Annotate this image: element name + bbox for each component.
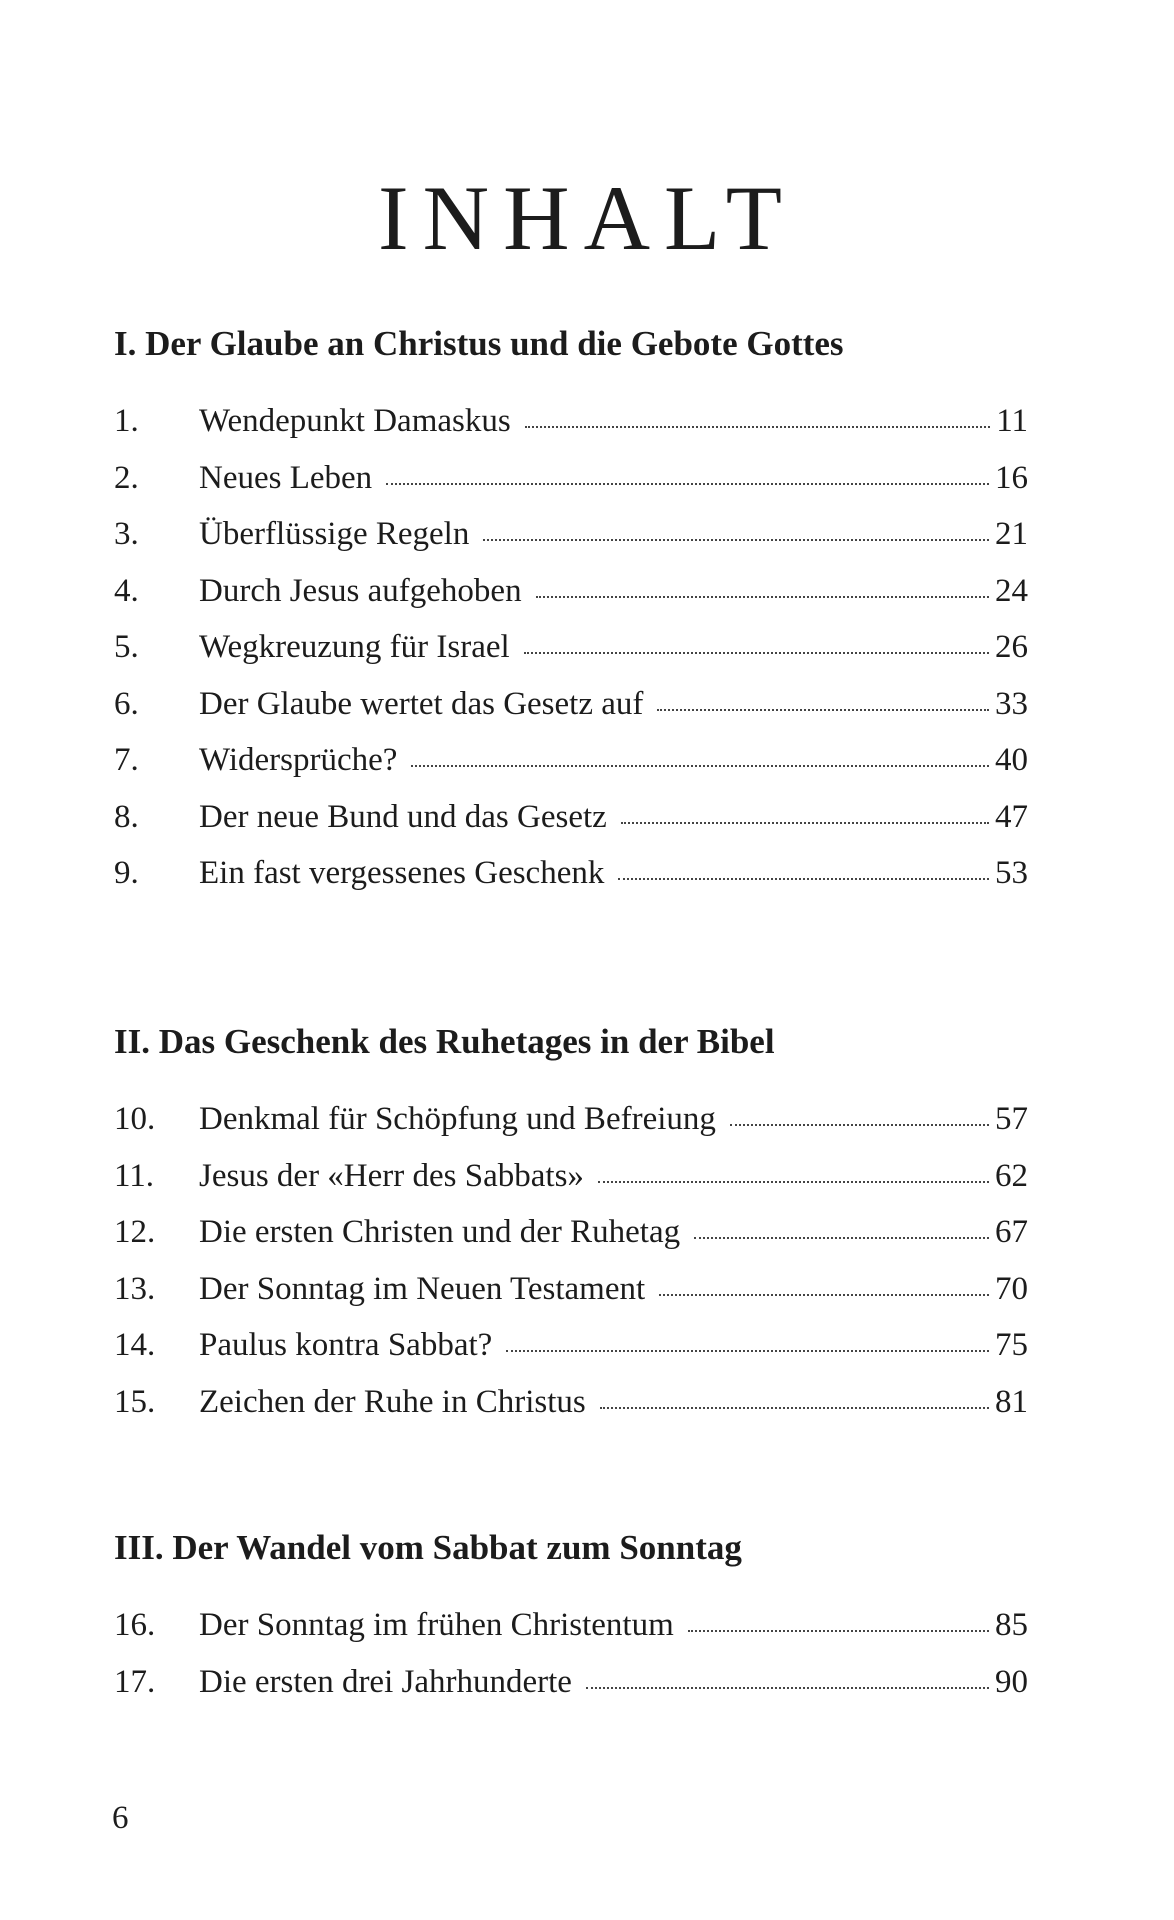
toc-entry[interactable]	[114, 403, 1028, 460]
section-heading: II. Das Geschenk des Ruhetages in der Bibel	[114, 1022, 775, 1061]
leader-dots	[411, 765, 989, 767]
toc-entry[interactable]	[114, 516, 1028, 573]
leader-dots	[657, 709, 989, 711]
toc-section-1	[114, 326, 1028, 912]
leader-dots	[483, 539, 989, 541]
entry-title: Der Sonntag im Neuen Testament	[199, 1270, 646, 1307]
toc-section-3	[114, 1530, 1028, 1720]
toc-entry[interactable]	[114, 742, 1028, 799]
leader-dots	[506, 1350, 989, 1352]
entry-page: 90	[995, 1663, 1028, 1700]
toc-entry[interactable]	[114, 460, 1028, 517]
leader-dots	[525, 426, 991, 428]
leader-dots	[621, 822, 989, 824]
entry-page: 16	[995, 459, 1028, 496]
entry-page: 40	[995, 742, 1028, 778]
entry-page: 85	[995, 1607, 1028, 1643]
toc-entry[interactable]	[114, 799, 1028, 856]
page-number: 6	[112, 1800, 129, 1836]
entry-page: 26	[995, 629, 1028, 665]
entry-title: Ein fast vergessenes Geschenk	[199, 855, 605, 891]
entry-page: 75	[995, 1327, 1028, 1363]
entry-title: Durch Jesus aufgehoben	[199, 572, 522, 609]
entry-page: 67	[995, 1214, 1028, 1250]
leader-dots	[536, 596, 989, 598]
entry-page: 57	[995, 1101, 1028, 1137]
entry-number: 13.	[114, 1270, 156, 1307]
leader-dots	[618, 878, 989, 880]
toc-list	[114, 403, 1028, 912]
entry-title: Denkmal für Schöpfung und Befreiung	[199, 1101, 716, 1137]
leader-dots	[586, 1687, 989, 1689]
entry-number: 3.	[114, 516, 139, 552]
entry-number: 14.	[114, 1327, 156, 1363]
entry-number: 17.	[114, 1663, 156, 1700]
entry-page: 21	[995, 516, 1028, 552]
entry-title: Wendepunkt Damaskus	[199, 403, 511, 439]
entry-number: 8.	[114, 798, 139, 835]
entry-title: Jesus der «Herr des Sabbats»	[199, 1157, 584, 1194]
leader-dots	[659, 1294, 989, 1296]
toc-entry[interactable]	[114, 1101, 1028, 1158]
toc-entry[interactable]	[114, 1214, 1028, 1271]
entry-number: 2.	[114, 459, 139, 496]
entry-page: 24	[995, 572, 1028, 609]
leader-dots	[694, 1237, 989, 1239]
leader-dots	[524, 652, 989, 654]
toc-entry[interactable]	[114, 1327, 1028, 1384]
entry-page: 33	[995, 685, 1028, 722]
section-heading: III. Der Wandel vom Sabbat zum Sonntag	[114, 1528, 742, 1567]
entry-number: 4.	[114, 572, 139, 609]
entry-number: 15.	[114, 1383, 156, 1420]
toc-entry[interactable]	[114, 1158, 1028, 1215]
entry-number: 12.	[114, 1214, 156, 1250]
toc-list	[114, 1101, 1028, 1440]
entry-title: Paulus kontra Sabbat?	[199, 1327, 493, 1363]
leader-dots	[386, 483, 989, 485]
leader-dots	[598, 1181, 989, 1183]
toc-entry[interactable]	[114, 686, 1028, 743]
section-heading: I. Der Glaube an Christus und die Gebote Gottes	[114, 324, 844, 363]
toc-entry[interactable]	[114, 1664, 1028, 1721]
toc-entry[interactable]	[114, 1607, 1028, 1664]
entry-title: Der Sonntag im frühen Christentum	[199, 1607, 674, 1643]
entry-number: 16.	[114, 1607, 156, 1643]
entry-number: 5.	[114, 629, 139, 665]
entry-page: 47	[995, 798, 1028, 835]
entry-title: Der Glaube wertet das Gesetz auf	[199, 685, 644, 722]
entry-page: 53	[995, 855, 1028, 891]
entry-title: Widersprüche?	[199, 742, 398, 778]
entry-number: 7.	[114, 742, 139, 778]
entry-title: Neues Leben	[199, 459, 373, 496]
toc-entry[interactable]	[114, 1384, 1028, 1441]
leader-dots	[730, 1124, 989, 1126]
entry-title: Überflüssige Regeln	[199, 516, 470, 552]
entry-title: Die ersten drei Jahrhunderte	[199, 1663, 572, 1700]
entry-title: Zeichen der Ruhe in Christus	[199, 1383, 586, 1420]
entry-page: 70	[995, 1270, 1028, 1307]
entry-title: Die ersten Christen und der Ruhetag	[199, 1214, 681, 1250]
entry-page: 62	[995, 1157, 1028, 1194]
entry-page: 11	[996, 403, 1028, 439]
toc-entry[interactable]	[114, 573, 1028, 630]
leader-dots	[688, 1630, 989, 1632]
entry-number: 9.	[114, 855, 139, 891]
entry-title: Wegkreuzung für Israel	[199, 629, 510, 665]
entry-number: 6.	[114, 685, 139, 722]
entry-number: 1.	[114, 403, 139, 439]
toc-entry[interactable]	[114, 855, 1028, 912]
toc-entry[interactable]	[114, 1271, 1028, 1328]
entry-title: Der neue Bund und das Gesetz	[199, 798, 607, 835]
toc-entry[interactable]	[114, 629, 1028, 686]
leader-dots	[600, 1407, 989, 1409]
page-title: INHALT	[378, 166, 796, 269]
toc-list	[114, 1607, 1028, 1720]
entry-page: 81	[995, 1383, 1028, 1420]
toc-section-2	[114, 1024, 1028, 1440]
entry-number: 11.	[114, 1157, 155, 1194]
entry-number: 10.	[114, 1101, 156, 1137]
